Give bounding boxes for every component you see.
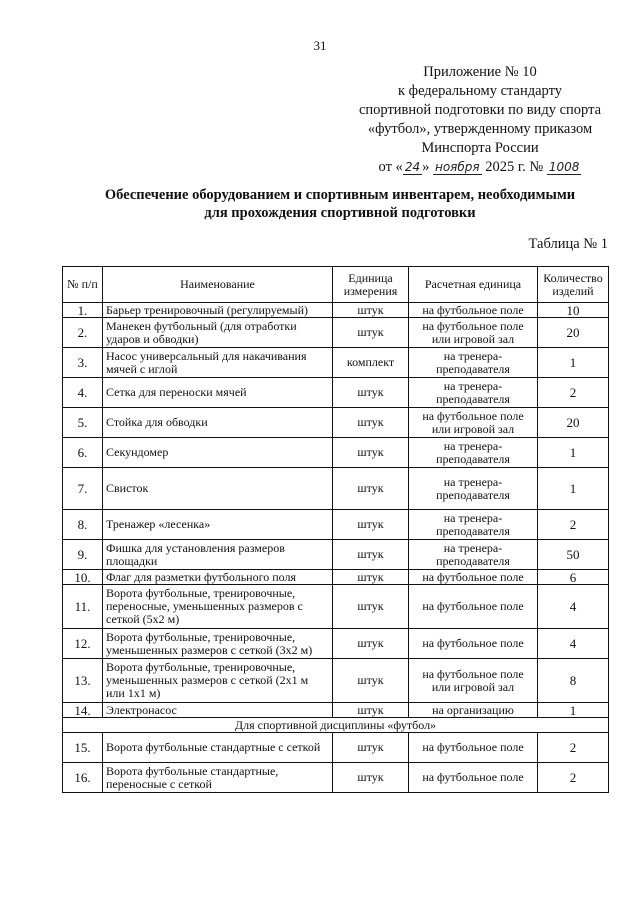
document-title-line-1: Обеспечение оборудованием и спортивным инвентарем, необходимыми: [104, 187, 576, 203]
table-header-row: [63, 267, 609, 303]
row-calc: на тренера-преподавателя: [409, 378, 538, 408]
row-name: Насос универсальный для накачивания мячей с иглой: [103, 348, 333, 378]
section-title: Для спортивной дисциплины «футбол»: [63, 718, 609, 733]
date-day-handwritten: 24: [404, 160, 421, 174]
header-name: Наименование: [103, 267, 333, 303]
row-qty: 1: [538, 703, 609, 718]
row-num: 16.: [63, 763, 103, 793]
equipment-table: [62, 266, 609, 793]
row-calc: на футбольное поле: [409, 733, 538, 763]
row-qty: 1: [538, 438, 609, 468]
row-qty: 2: [538, 378, 609, 408]
row-unit: штук: [333, 763, 409, 793]
row-unit: штук: [333, 570, 409, 585]
row-calc: на тренера-преподавателя: [409, 468, 538, 510]
row-name: Тренажер «лесенка»: [103, 510, 333, 540]
row-qty: 6: [538, 570, 609, 585]
row-qty: 2: [538, 733, 609, 763]
row-name: Сетка для переноски мячей: [103, 378, 333, 408]
row-unit: штук: [333, 659, 409, 703]
row-name: Ворота футбольные, тренировочные, уменьшенных размеров с сеткой (3х2 м): [103, 629, 333, 659]
row-name: Ворота футбольные, тренировочные, переносные, уменьшенных размеров с сеткой (5х2 м): [103, 585, 333, 629]
row-name: Свисток: [103, 468, 333, 510]
row-calc: на футбольное поле или игровой зал: [409, 318, 538, 348]
row-calc: на футбольное поле: [409, 629, 538, 659]
row-unit: комплект: [333, 348, 409, 378]
row-name: Манекен футбольный (для отработки ударов и обводки): [103, 318, 333, 348]
row-qty: 10: [538, 303, 609, 318]
row-unit: штук: [333, 438, 409, 468]
row-calc: на тренера-преподавателя: [409, 438, 538, 468]
table-row: [63, 540, 609, 570]
date-mid: »: [422, 159, 430, 175]
table-row: [63, 570, 609, 585]
table-row: [63, 303, 609, 318]
row-num: 4.: [63, 378, 103, 408]
row-num: 10.: [63, 570, 103, 585]
appendix-block: [330, 63, 630, 177]
row-num: 2.: [63, 318, 103, 348]
date-year: 2025 г. №: [485, 159, 544, 175]
row-name: Электронасос: [103, 703, 333, 718]
row-qty: 4: [538, 629, 609, 659]
row-calc: на тренера-преподавателя: [409, 348, 538, 378]
row-calc: на футбольное поле: [409, 570, 538, 585]
section-row: [63, 718, 609, 733]
row-num: 14.: [63, 703, 103, 718]
row-num: 8.: [63, 510, 103, 540]
row-num: 6.: [63, 438, 103, 468]
row-name: Стойка для обводки: [103, 408, 333, 438]
table-row: [63, 733, 609, 763]
table-label: Таблица № 1: [528, 236, 608, 252]
table-row: [63, 468, 609, 510]
table-row: [63, 408, 609, 438]
document-title: [50, 186, 630, 222]
row-unit: штук: [333, 585, 409, 629]
row-qty: 50: [538, 540, 609, 570]
row-qty: 1: [538, 468, 609, 510]
row-num: 9.: [63, 540, 103, 570]
row-calc: на футбольное поле: [409, 585, 538, 629]
row-qty: 4: [538, 585, 609, 629]
row-num: 7.: [63, 468, 103, 510]
row-calc: на футбольное поле: [409, 303, 538, 318]
appendix-line-2: к федеральному стандарту: [398, 83, 562, 99]
row-unit: штук: [333, 703, 409, 718]
row-unit: штук: [333, 468, 409, 510]
header-calc: Расчетная единица: [409, 267, 538, 303]
header-num: № п/п: [63, 267, 103, 303]
row-num: 3.: [63, 348, 103, 378]
appendix-line-5: Минспорта России: [421, 140, 539, 156]
row-unit: штук: [333, 733, 409, 763]
row-qty: 1: [538, 348, 609, 378]
page-number: 31: [313, 38, 327, 53]
table-row: [63, 318, 609, 348]
row-name: Ворота футбольные, тренировочные, уменьшенных размеров с сеткой (2х1 м или 1х1 м): [103, 659, 333, 703]
appendix-line-1: Приложение № 10: [423, 64, 537, 80]
row-name: Фишка для установления размеров площадки: [103, 540, 333, 570]
table-row: [63, 438, 609, 468]
row-qty: 20: [538, 408, 609, 438]
table-row: [63, 703, 609, 718]
table-row: [63, 585, 609, 629]
appendix-date-line: [330, 158, 630, 177]
row-calc: на организацию: [409, 703, 538, 718]
row-calc: на футбольное поле: [409, 763, 538, 793]
row-name: Ворота футбольные стандартные, переносные с сеткой: [103, 763, 333, 793]
table-row: [63, 378, 609, 408]
table-row: [63, 629, 609, 659]
row-name: Флаг для разметки футбольного поля: [103, 570, 333, 585]
row-unit: штук: [333, 540, 409, 570]
row-calc: на футбольное поле или игровой зал: [409, 659, 538, 703]
row-unit: штук: [333, 408, 409, 438]
table-row: [63, 659, 609, 703]
date-prefix: от «: [378, 159, 403, 175]
document-title-line-2: для прохождения спортивной подготовки: [204, 205, 476, 221]
row-qty: 2: [538, 763, 609, 793]
row-unit: штук: [333, 510, 409, 540]
row-unit: штук: [333, 318, 409, 348]
row-qty: 2: [538, 510, 609, 540]
row-num: 13.: [63, 659, 103, 703]
row-qty: 8: [538, 659, 609, 703]
row-num: 15.: [63, 733, 103, 763]
row-qty: 20: [538, 318, 609, 348]
row-num: 11.: [63, 585, 103, 629]
row-num: 12.: [63, 629, 103, 659]
table-row: [63, 763, 609, 793]
date-month-handwritten: ноября: [434, 160, 480, 174]
row-unit: штук: [333, 303, 409, 318]
row-name: Ворота футбольные стандартные с сеткой: [103, 733, 333, 763]
row-num: 5.: [63, 408, 103, 438]
table-row: [63, 348, 609, 378]
row-calc: на тренера-преподавателя: [409, 510, 538, 540]
row-calc: на тренера-преподавателя: [409, 540, 538, 570]
row-name: Барьер тренировочный (регулируемый): [103, 303, 333, 318]
row-unit: штук: [333, 629, 409, 659]
appendix-line-4: «футбол», утвержденному приказом: [367, 121, 593, 137]
header-qty: Количество изделий: [538, 267, 609, 303]
header-unit: Единица измерения: [333, 267, 409, 303]
row-name: Секундомер: [103, 438, 333, 468]
row-calc: на футбольное поле или игровой зал: [409, 408, 538, 438]
row-unit: штук: [333, 378, 409, 408]
appendix-line-3: спортивной подготовки по виду спорта: [358, 102, 602, 118]
order-number-handwritten: 1008: [548, 160, 580, 174]
row-num: 1.: [63, 303, 103, 318]
table-row: [63, 510, 609, 540]
